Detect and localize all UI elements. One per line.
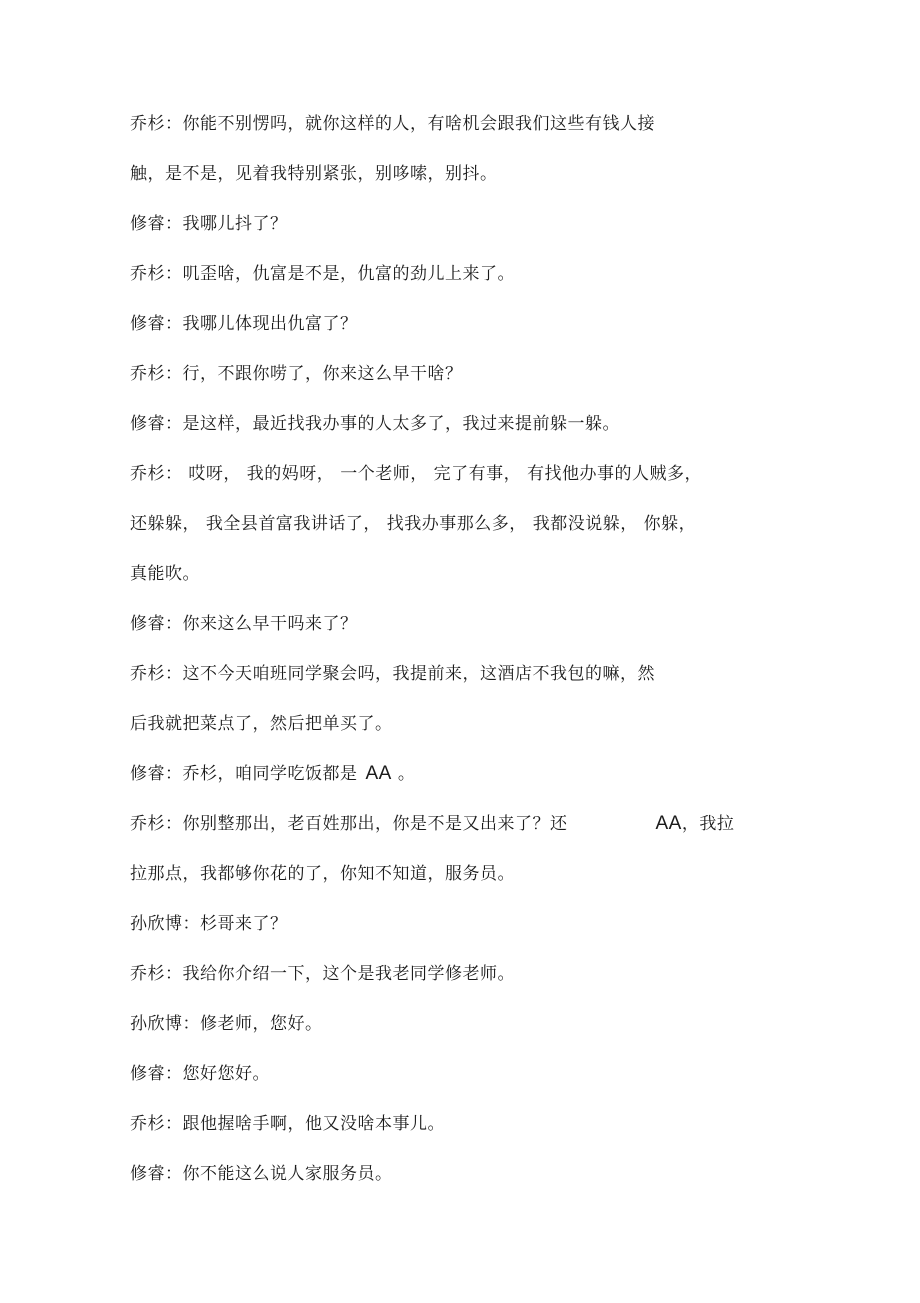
text-line: 乔杉：行，不跟你唠了，你来这么早干啥？ [130,364,463,384]
line-text: 乔杉：你别整那出，老百姓那出，你是不是又出来了？还 [130,814,568,834]
text-line: 触，是不是，见着我特别紧张，别哆嗦，别抖。 [130,164,498,184]
text-line: 修睿：我哪儿抖了？ [130,214,288,234]
text-line: 孙欣博：修老师，您好。 [130,1014,323,1034]
aa-text: AA [655,813,682,834]
text-line [130,812,734,836]
text-line: 后我就把菜点了，然后把单买了。 [130,714,393,734]
text-line: 修睿：是这样，最近找我办事的人太多了，我过来提前躲一躲。 [130,414,620,434]
aa-text: AA [365,763,392,784]
text-line: 还躲躲， 我全县首富我讲话了， 找我办事那么多， 我都没说躲， 你躲， [130,514,697,534]
text-line: 乔杉：跟他握啥手啊，他又没啥本事儿。 [130,1114,445,1134]
line-tail: ，我拉 [681,814,735,834]
text-line: 修睿：您好您好。 [130,1064,270,1084]
text-line: 修睿：我哪儿体现出仇富了？ [130,314,358,334]
text-line: 乔杉：我给你介绍一下，这个是我老同学修老师。 [130,964,515,984]
text-line: 孙欣博：杉哥来了？ [130,914,288,934]
text-line: 拉那点，我都够你花的了，你知不知道，服务员。 [130,864,515,884]
text-line: 乔杉： 哎呀， 我的妈呀， 一个老师， 完了有事， 有找他办事的人贼多， [130,464,703,484]
line-text: 修睿：乔杉，咱同学吃饭都是 [130,764,358,784]
text-line: 修睿：你来这么早干吗来了？ [130,614,358,634]
text-line: 乔杉：你能不别愣吗，就你这样的人，有啥机会跟我们这些有钱人接 [130,114,655,134]
text-line [130,762,415,786]
text-line: 真能吹。 [130,564,200,584]
text-line: 修睿：你不能这么说人家服务员。 [130,1164,393,1184]
line-tail: 。 [397,764,416,784]
text-line: 乔杉：这不今天咱班同学聚会吗，我提前来，这酒店不我包的嘛，然 [130,664,655,684]
text-line: 乔杉：叽歪啥，仇富是不是，仇富的劲儿上来了。 [130,264,515,284]
